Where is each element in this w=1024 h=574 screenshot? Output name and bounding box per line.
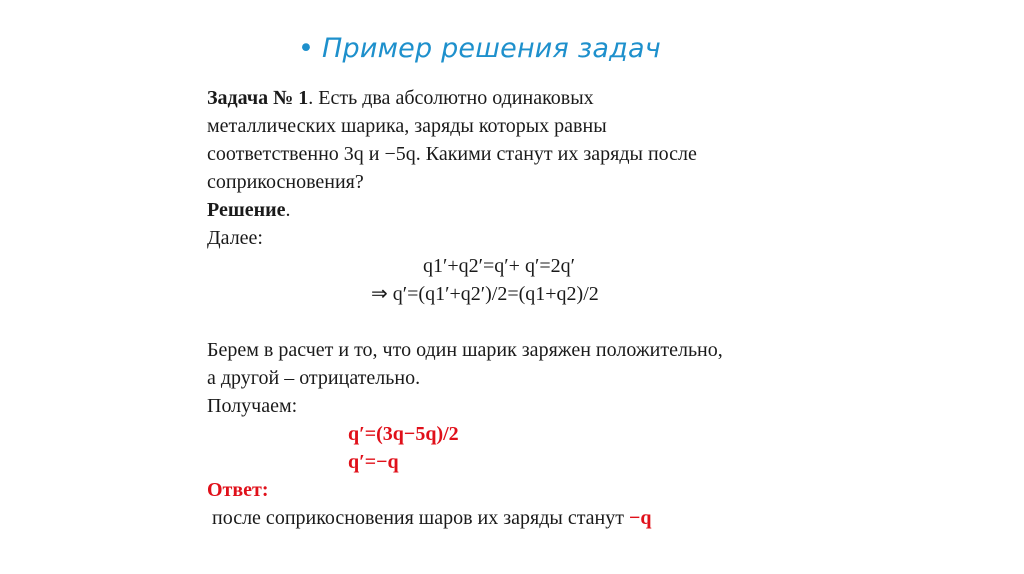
answer-label: Ответ: [207, 479, 269, 501]
formula-line: q1′+q2′=q′+ q′=2q′ [423, 255, 575, 277]
next-word: Далее: [207, 227, 263, 249]
formula-line: ⇒ q′=(q1′+q2′)/2=(q1+q2)/2 [371, 283, 599, 305]
problem-intro: . Есть два абсолютно одинаковых [308, 87, 594, 109]
result-word: Получаем: [207, 395, 298, 417]
problem-label: Задача № 1 [207, 87, 309, 109]
solution-label: Решение [207, 199, 286, 221]
solution-heading [207, 196, 847, 224]
answer-text: после соприкосновения шаров их заряды станут [212, 507, 630, 529]
problem-line: металлических шарика, заряды которых равны [207, 115, 607, 137]
spacer [207, 308, 847, 336]
slide-title-text: Пример решения задач [322, 33, 661, 64]
note-line: Берем в расчет и то, что один шарик заряжен положительно, [207, 339, 723, 361]
problem-line: соответственно 3q и −5q. Какими станут их заряды после [207, 143, 697, 165]
problem-content [207, 84, 847, 532]
result-formula: q′=(3q−5q)/2 [348, 423, 459, 445]
slide-title [298, 33, 661, 64]
bullet-icon: • [298, 33, 315, 64]
solution-label-period: . [285, 199, 291, 221]
problem-first-line [207, 84, 847, 112]
result-formula: q′=−q [348, 451, 399, 473]
problem-line: соприкосновения? [207, 171, 364, 193]
note-line: а другой – отрицательно. [207, 367, 421, 389]
answer-line [207, 504, 847, 532]
answer-value: −q [629, 507, 652, 529]
